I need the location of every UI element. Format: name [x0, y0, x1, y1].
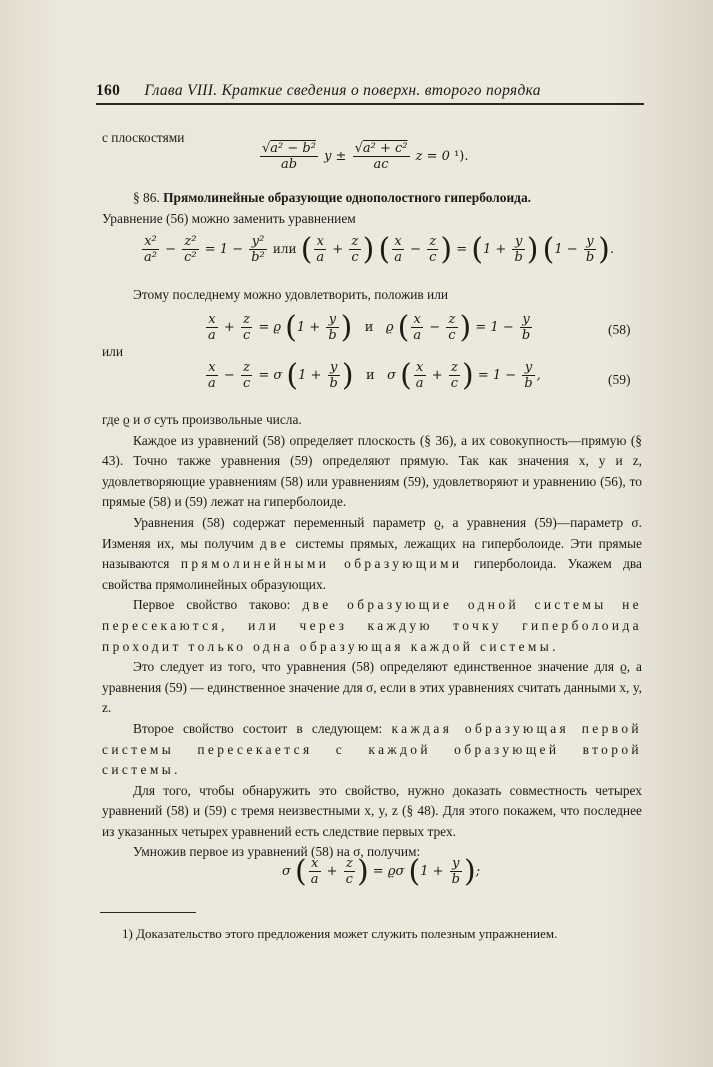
section-heading [102, 188, 642, 209]
paragraph-6: Для того, чтобы обнаружить это свойство, нужно доказать совместность четырех уравнений (58) и (59) с тремя неизвестными x, y, z (§ 48). Для этого покажем, что последнее из указанных четырех уравнений есть следствие первых трех. [102, 782, 642, 839]
equation-59: $\frac{x}{a}$ − $\frac{z}{c}$ = σ (1 + $\frac{y}{b}$ ) и σ ( $\frac{x}{a}$ + $\frac{z}{c}$ ) = 1 − $\frac{y}{b}$ , [208, 358, 541, 393]
section-title: Прямолинейные образующие однополостного гиперболоида. [163, 190, 531, 205]
main-text [102, 410, 642, 863]
equation-58: $\frac{x}{a}$ + $\frac{z}{c}$ = ϱ (1 + $\frac{y}{b}$ ) и ϱ ( $\frac{x}{a}$ − $\frac{z}{c}$ ) = 1 − $\frac{y}{b}$ [208, 310, 531, 345]
page-number: 160 [96, 82, 121, 99]
satisfy-line [102, 285, 642, 306]
footnote [102, 924, 642, 944]
spaced-second-property: каждая образующая первой системы пересекается с каждой образующей второй системы. [102, 720, 642, 778]
plane-equation: $\frac{\text{√a² − b²}}{ab}$ y ± $\frac{\text{√a² + c²}}{ac}$ z = 0 ¹). [262, 141, 469, 172]
header-rule [96, 103, 644, 105]
section-number: § 86. [133, 190, 160, 205]
footnote-rule [100, 912, 196, 913]
hyperboloid-equation: $\frac{\text{x²}}{\text{a²}}$ − $\frac{\text{z²}}{\text{c²}}$ = 1 − $\frac{\text{y²}}{\text{b²}}$ или ( $\frac{x}{a}$ + $\frac{z}{c}$ ) ( $\frac{x}{a}$ − $\frac{z}{c}$ ) = (1 + $\frac{y}{b}$ ) (1 − $\frac{y}{b}$ ). [144, 232, 614, 267]
equation-number-59: (59) [608, 372, 631, 387]
paragraph-where: где ϱ и σ суть произвольные числа. [102, 412, 302, 427]
or-text: или [102, 344, 124, 359]
intro-text: с плоскостями [102, 130, 185, 145]
footnote-text: Доказательство этого предложения может служить полезным упражнением. [136, 926, 558, 941]
paragraph-3: Первое свойство таково: две образующие одной системы не пересекаются, или через каждую точку гиперболоида проходит только одна образующая каждой системы. [102, 597, 642, 654]
and-word-1: и [364, 320, 374, 335]
equation-number-58: (58) [608, 322, 631, 337]
final-equation: σ ( $\frac{x}{a}$ + $\frac{z}{c}$ ) = ϱσ (1 + $\frac{y}{b}$ ); [282, 854, 481, 889]
footnote-mark: 1) [122, 926, 133, 941]
section-heading-block [102, 188, 642, 229]
paragraph-5: Второе свойство состоит в следующем: каждая образующая первой системы пересекается с каждой образующей второй системы. [102, 720, 642, 778]
paragraph-4: Это следует из того, что уравнения (58) определяют единственное значение для ϱ, а уравнения (59) — единственное значение для σ, если в этих уравнениях считать данными x, y, z. [102, 659, 642, 716]
or-word-1: или [272, 242, 297, 256]
running-header [96, 82, 644, 100]
and-word-2: и [366, 368, 375, 383]
paragraph-1: Каждое из уравнений (58) определяет плоскость (§ 36), а их совокупность—прямую (§ 43). Точно также уравнения (59) определяют прямую. Так как значения x, y и z, удовлетворяющие уравнениям (58) или уравнениям (59), удовлетворяют и уравнению (56), то прямые (58) и (59) лежат на гиперболоиде. [102, 432, 642, 510]
satisfy-text: Этому последнему можно удовлетворить, положив или [133, 287, 449, 302]
spaced-two: две [260, 535, 290, 551]
spaced-first-property: две образующие одной системы не пересекаются, или через каждую точку гиперболоида проходит только одна образующая каждой системы. [102, 597, 642, 654]
spaced-rectilinear-generators: прямолинейными образующими [180, 556, 463, 572]
section-lead: Уравнение (56) можно заменить уравнением [102, 210, 356, 226]
paragraph-2: Уравнения (58) содержат переменный параметр ϱ, а уравнения (59)—параметр σ. Изменяя их, мы получим две системы прямых, лежащих на гиперболоиде. Эти прямые называются прямолинейными образующими гиперболоида. Укажем два свойства прямолинейных образующих. [102, 514, 642, 592]
running-title: Глава VIII. Краткие сведения о поверхн. второго порядка [144, 82, 541, 99]
paragraph-7: Умножив первое из уравнений (58) на σ, получим: [133, 844, 421, 860]
